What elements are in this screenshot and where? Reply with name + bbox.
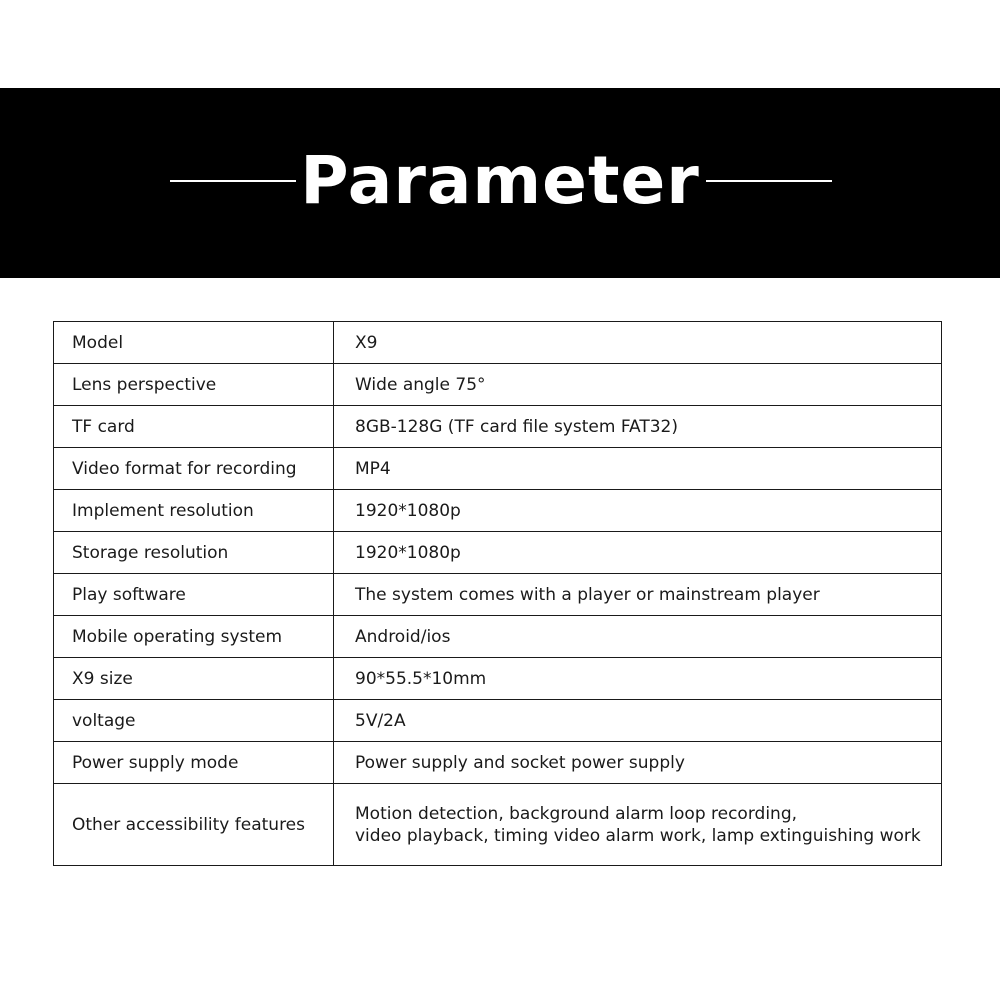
table-row (54, 784, 942, 866)
table-row (54, 322, 942, 364)
row-value (334, 784, 942, 866)
row-label: X9 size (54, 658, 334, 700)
row-value: MP4 (334, 448, 942, 490)
row-label: Video format for recording (54, 448, 334, 490)
table-row (54, 574, 942, 616)
page-title: Parameter (300, 142, 700, 219)
table-row (54, 364, 942, 406)
table-row (54, 448, 942, 490)
row-label: Other accessibility features (54, 784, 334, 866)
row-value: Wide angle 75° (334, 364, 942, 406)
row-value-line: Motion detection, background alarm loop recording, (355, 803, 798, 824)
row-value: 8GB-128G (TF card file system FAT32) (334, 406, 942, 448)
row-label: Implement resolution (54, 490, 334, 532)
row-label: Storage resolution (54, 532, 334, 574)
table-row (54, 406, 942, 448)
row-value: Android/ios (334, 616, 942, 658)
table-row (54, 616, 942, 658)
table-row (54, 490, 942, 532)
header-left-rule (170, 180, 296, 182)
row-value-line: video playback, timing video alarm work, lamp extinguishing work (355, 825, 921, 846)
row-value: The system comes with a player or mainstream player (334, 574, 942, 616)
table-row (54, 700, 942, 742)
table-row (54, 742, 942, 784)
row-label: Play software (54, 574, 334, 616)
row-value: 1920*1080p (334, 490, 942, 532)
row-label: Power supply mode (54, 742, 334, 784)
row-value: 90*55.5*10mm (334, 658, 942, 700)
row-label: TF card (54, 406, 334, 448)
row-value: 5V/2A (334, 700, 942, 742)
table-row (54, 532, 942, 574)
row-label: Mobile operating system (54, 616, 334, 658)
row-value: X9 (334, 322, 942, 364)
table-row (54, 658, 942, 700)
row-label: Model (54, 322, 334, 364)
row-label: voltage (54, 700, 334, 742)
parameter-table (53, 321, 942, 866)
row-value: Power supply and socket power supply (334, 742, 942, 784)
header-right-rule (706, 180, 832, 182)
row-label: Lens perspective (54, 364, 334, 406)
row-value: 1920*1080p (334, 532, 942, 574)
